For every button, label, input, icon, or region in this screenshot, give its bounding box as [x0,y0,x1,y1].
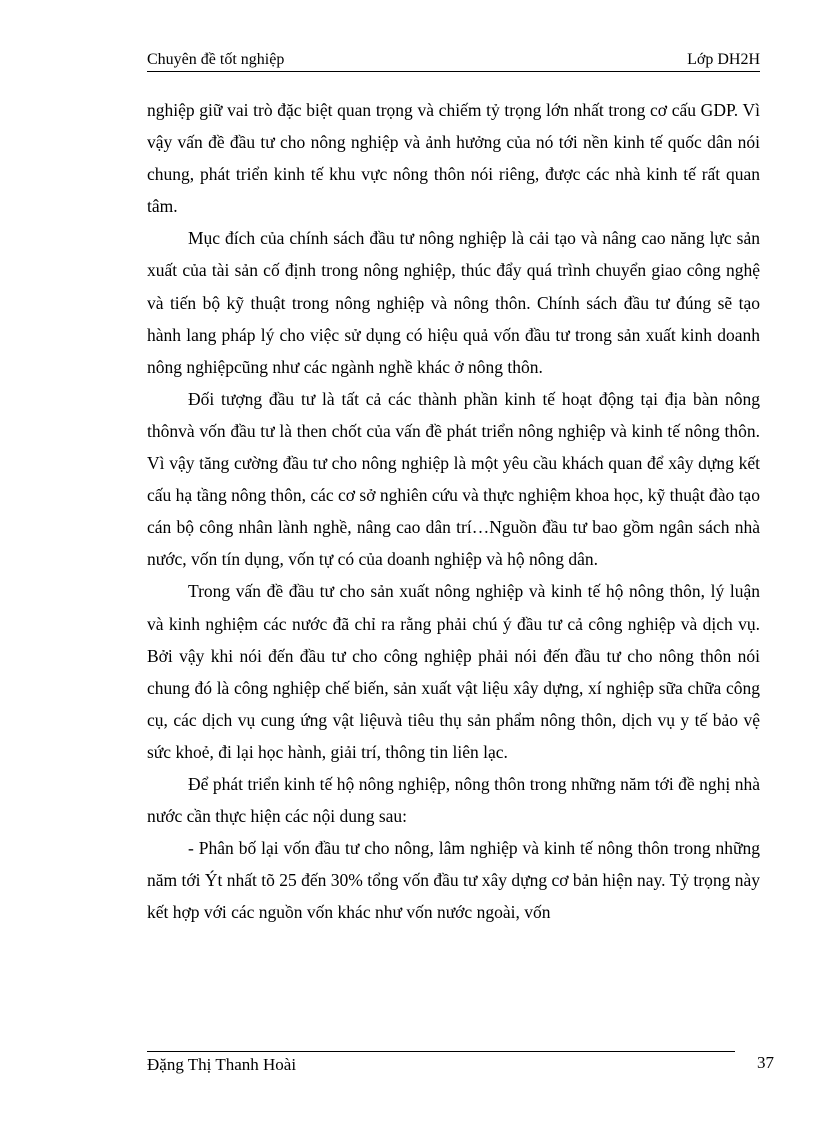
body-text [147,94,760,928]
paragraph-5: Để phát triển kinh tế hộ nông nghiệp, nông thôn trong những năm tới đề nghị nhà nước cần thực hiện các nội dung sau: [147,773,760,827]
page-number: 37 [757,1053,774,1072]
paragraph-3: Đối tượng đầu tư là tất cả các thành phần kinh tế hoạt động tại địa bàn nông thônvà vốn đầu tư là then chốt của vấn đề phát triển nông nghiệp và kinh tế nông thôn. Vì vậy tăng cường đầu tư cho nông nghiệp là một yêu cầu khách quan để xây dựng kết cấu hạ tầng nông thôn, các cơ sở nghiên cứu và thực nghiệm khoa học, kỹ thuật đào tạo cán bộ công nhân lành nghề, nâng cao dân trí…Nguồn đầu tư bao gồm ngân sách nhà nước, vốn tín dụng, vốn tự có của doanh nghiệp và hộ nông dân. [147,388,760,570]
paragraph-2: Mục đích của chính sách đầu tư nông nghiệp là cải tạo và nâng cao năng lực sản xuất của tài sản cố định trong nông nghiệp, thúc đẩy quá trình chuyển giao công nghệ và tiến bộ kỹ thuật trong nông nghiệp và nông thôn. Chính sách đầu tư đúng sẽ tạo hành lang pháp lý cho việc sử dụng có hiệu quả vốn đầu tư trong sản xuất kinh doanh nông nghiệpcũng như các ngành nghề khác ở nông thôn. [147,228,760,377]
paragraph-6: - Phân bố lại vốn đầu tư cho nông, lâm nghiệp và kinh tế nông thôn trong những năm tới Ýt nhất tõ 25 đến 30% tổng vốn đầu tư xây dựng cơ bản hiện nay. Tỷ trọng này kết hợp với các nguồn vốn khác như vốn nước ngoài, vốn [147,838,760,923]
paragraph-4: Trong vấn đề đầu tư cho sản xuất nông nghiệp và kinh tế hộ nông thôn, lý luận và kinh nghiệm các nước đã chỉ ra rằng phải chú ý đầu tư cả công nghiệp và dịch vụ. Bởi vậy khi nói đến đầu tư cho công nghiệp phải nói đến đầu tư cho nông thôn nói chung đó là công nghiệp chế biến, sản xuất vật liệu xây dựng, xí nghiệp sữa chữa công cụ, các dịch vụ cung ứng vật liệuvà tiêu thụ sản phẩm nông thôn, dịch vụ y tế bảo vệ sức khoẻ, đi lại học hành, giải trí, thông tin liên lạc. [147,581,760,762]
header-document-title: Chuyên đề tốt nghiệp [147,51,285,68]
page-header [147,49,760,72]
header-class-name: Lớp DH2H [687,51,760,68]
paragraph-1: nghiệp giữ vai trò đặc biệt quan trọng và chiếm tỷ trọng lớn nhất trong cơ cấu GDP. Vì vậy vấn đề đầu tư cho nông nghiệp và ảnh hưởng của nó tới nền kinh tế quốc dân nói chung, phát triển kinh tế khu vực nông thôn nói riêng, được các nhà kinh tế rất quan tâm. [147,100,760,217]
footer-author: Đặng Thị Thanh Hoài [147,1055,297,1074]
